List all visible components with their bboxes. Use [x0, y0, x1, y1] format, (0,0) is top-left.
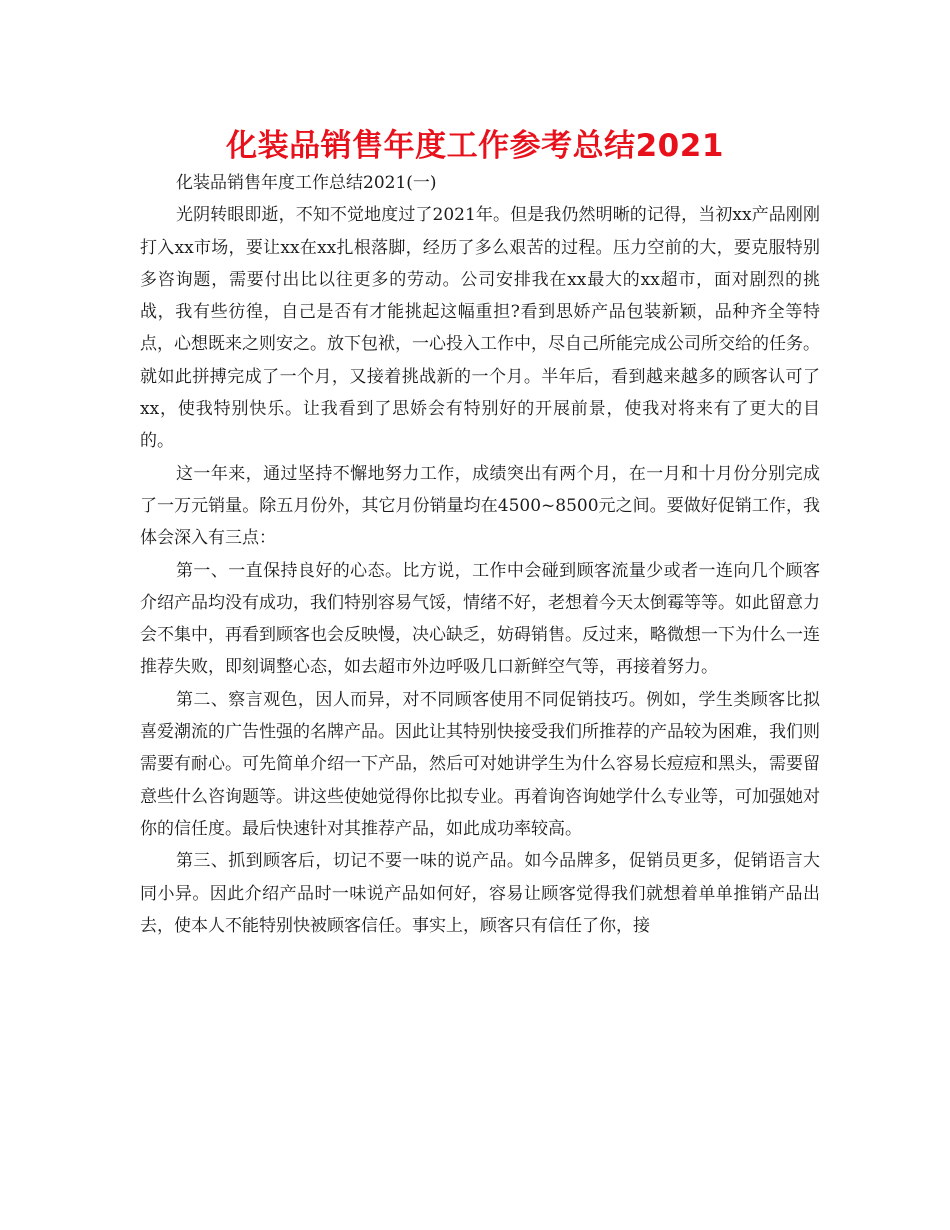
document-title: 化装品销售年度工作参考总结2021 — [226, 128, 724, 164]
paragraph-point-three: 第三、抓到顾客后，切记不要一味的说产品。如今品牌多，促销员更多，促销语言大同小异。因此介绍产品时一味说产品如何好，容易让顾客觉得我们就想着单单推销产品出去，使本人不能特别快被顾客信任。事实上，顾客只有信任了你，接 — [140, 851, 820, 936]
paragraph-point-two: 第二、察言观色，因人而异，对不同顾客使用不同促销技巧。例如，学生类顾客比拟喜爱潮流的广告性强的名牌产品。因此让其特别快接受我们所推荐的产品较为困难，我们则需要有耐心。可先简单介绍一下产品，然后可对她讲学生为什么容易长痘痘和黑头，需要留意些什么咨询题等。讲这些使她觉得你比拟专业。再着询咨询她学什么专业等，可加强她对你的信任度。最后快速针对其推荐产品，如此成功率较高。 — [140, 689, 820, 839]
document-body — [140, 167, 820, 942]
section-subtitle: 化装品销售年度工作总结2021(一) — [176, 173, 437, 193]
paragraph-intro: 光阴转眼即逝，不知不觉地度过了2021年。但是我仍然明晰的记得，当初xx产品刚刚打入xx市场，要让xx在xx扎根落脚，经历了多么艰苦的过程。压力空前的大，要克服特别多咨询题，需要付出比以往更多的劳动。公司安排我在xx最大的xx超市，面对剧烈的挑战，我有些彷徨，自己是否有才能挑起这幅重担?看到思娇产品包装新颖，品种齐全等特点，心想既来之则安之。放下包袱，一心投入工作中，尽自己所能完成公司所交给的任务。就如此拼搏完成了一个月，又接着挑战新的一个月。半年后，看到越来越多的顾客认可了xx，使我特别快乐。让我看到了思娇会有特别好的开展前景，使我对将来有了更大的目的。 — [140, 205, 820, 452]
paragraph-point-one: 第一、一直保持良好的心态。比方说，工作中会碰到顾客流量少或者一连向几个顾客介绍产品均没有成功，我们特别容易气馁，情绪不好，老想着今天太倒霉等等。如此留意力会不集中，再看到顾客也会反映慢，决心缺乏，妨碍销售。反过来，略微想一下为什么一连推荐失败，即刻调整心态，如去超市外边呼吸几口新鲜空气等，再接着努力。 — [140, 560, 820, 678]
paragraph-results: 这一年来，通过坚持不懈地努力工作，成绩突出有两个月，在一月和十月份分别完成了一万元销量。除五月份外，其它月份销量均在4500~8500元之间。要做好促销工作，我体会深入有三点： — [140, 463, 820, 549]
